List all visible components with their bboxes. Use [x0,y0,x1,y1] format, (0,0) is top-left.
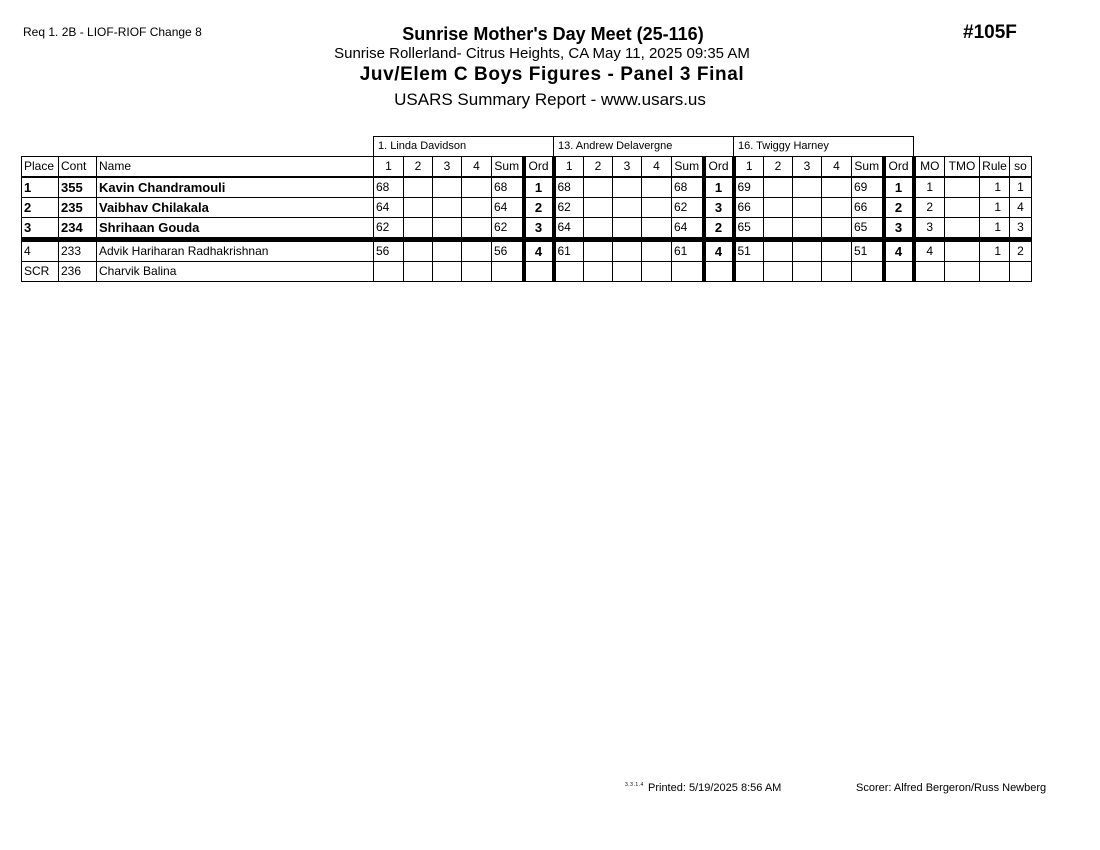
col-j1-2: 2 [404,157,433,178]
j3-score-3 [793,198,822,218]
majority-ordinal: 3 [914,218,945,240]
skater-name: Vaibhav Chilakala [97,198,374,218]
total-majority-ordinal [945,218,980,240]
j2-score-1: 61 [554,240,584,262]
j2-score-3 [613,240,642,262]
col-j2-sum: Sum [672,157,704,178]
report-title: USARS Summary Report - www.usars.us [394,90,706,109]
j1-score-3 [433,198,462,218]
j2-score-1: 68 [554,177,584,198]
table-row [22,262,1032,282]
footer-version-code: 3.3.1.4 [625,782,644,788]
j2-score-1: 64 [554,218,584,240]
rule: 1 [980,240,1010,262]
table-row [22,218,1032,240]
venue-line: Sunrise Rollerland- Citrus Heights, CA May 11, 2025 09:35 AM [334,45,750,62]
col-j3-ord: Ord [884,157,914,178]
j1-score-1: 64 [374,198,404,218]
j1-score-2 [404,177,433,198]
j2-score-3 [613,198,642,218]
majority-ordinal: 2 [914,198,945,218]
j3-score-3 [793,218,822,240]
j3-score-4 [822,198,852,218]
j1-sum [492,262,524,282]
col-j2-2: 2 [584,157,613,178]
j1-score-3 [433,177,462,198]
total-majority-ordinal [945,262,980,282]
j2-score-4 [642,218,672,240]
majority-ordinal: 4 [914,240,945,262]
total-majority-ordinal [945,177,980,198]
col-j2-4: 4 [642,157,672,178]
col-so: so [1010,157,1032,178]
j1-score-1: 56 [374,240,404,262]
col-j1-1: 1 [374,157,404,178]
j3-ordinal [884,262,914,282]
j1-ordinal [524,262,554,282]
skater-name: Advik Hariharan Radhakrishnan [97,240,374,262]
request-line: Req 1. 2B - LIOF-RIOF Change 8 [23,25,202,39]
total-majority-ordinal [945,240,980,262]
j3-score-4 [822,177,852,198]
col-mo: MO [914,157,945,178]
j2-score-3 [613,262,642,282]
majority-ordinal: 1 [914,177,945,198]
j3-score-4 [822,218,852,240]
rule: 1 [980,198,1010,218]
contestant-number: 233 [59,240,97,262]
j2-ordinal [704,262,734,282]
j3-score-3 [793,240,822,262]
j3-score-2 [764,262,793,282]
j3-score-1: 65 [734,218,764,240]
j2-sum: 61 [672,240,704,262]
j2-score-2 [584,262,613,282]
col-j2-3: 3 [613,157,642,178]
so [1010,262,1032,282]
j3-ordinal: 4 [884,240,914,262]
total-majority-ordinal [945,198,980,218]
majority-ordinal [914,262,945,282]
j2-score-2 [584,198,613,218]
j2-score-4 [642,262,672,282]
event-number: #105F [963,22,1017,43]
contestant-number: 236 [59,262,97,282]
col-j1-3: 3 [433,157,462,178]
rule: 1 [980,177,1010,198]
j2-score-4 [642,177,672,198]
printed-timestamp: Printed: 5/19/2025 8:56 AM [648,782,782,794]
j2-ordinal: 2 [704,218,734,240]
meet-title: Sunrise Mother's Day Meet (25-116) [402,24,704,44]
j3-score-2 [764,177,793,198]
place: 3 [22,218,59,240]
j3-ordinal: 2 [884,198,914,218]
col-j1-sum: Sum [492,157,524,178]
skater-name: Shrihaan Gouda [97,218,374,240]
col-tmo: TMO [945,157,980,178]
so: 1 [1010,177,1032,198]
j2-sum: 68 [672,177,704,198]
j3-score-1: 51 [734,240,764,262]
j1-sum: 64 [492,198,524,218]
j3-sum: 51 [852,240,884,262]
place: 2 [22,198,59,218]
j3-score-3 [793,262,822,282]
j1-score-4 [462,177,492,198]
j3-ordinal: 3 [884,218,914,240]
j2-ordinal: 3 [704,198,734,218]
j3-ordinal: 1 [884,177,914,198]
j1-ordinal: 4 [524,240,554,262]
j2-sum [672,262,704,282]
j1-sum: 56 [492,240,524,262]
judge-1-name: 1. Linda Davidson [374,137,554,157]
j3-score-3 [793,177,822,198]
col-j3-3: 3 [793,157,822,178]
col-name: Name [97,157,374,178]
j2-score-1 [554,262,584,282]
so: 4 [1010,198,1032,218]
judges-header-row [22,137,1032,157]
j3-sum: 66 [852,198,884,218]
so: 3 [1010,218,1032,240]
j2-sum: 64 [672,218,704,240]
col-j3-2: 2 [764,157,793,178]
results-table [21,136,1032,282]
j1-score-2 [404,218,433,240]
j2-ordinal: 1 [704,177,734,198]
col-j3-4: 4 [822,157,852,178]
j3-score-2 [764,198,793,218]
contestant-number: 355 [59,177,97,198]
rule [980,262,1010,282]
skater-name: Charvik Balina [97,262,374,282]
table-row [22,240,1032,262]
j2-score-2 [584,218,613,240]
j1-score-1: 68 [374,177,404,198]
col-rule: Rule [980,157,1010,178]
table-row [22,198,1032,218]
blank-cell [914,137,1032,157]
j1-score-4 [462,198,492,218]
j2-score-4 [642,240,672,262]
j3-score-2 [764,240,793,262]
j1-sum: 68 [492,177,524,198]
so: 2 [1010,240,1032,262]
judge-2-name: 13. Andrew Delavergne [554,137,734,157]
j3-sum [852,262,884,282]
col-place: Place [22,157,59,178]
j1-score-2 [404,262,433,282]
j1-sum: 62 [492,218,524,240]
j2-score-2 [584,240,613,262]
j3-score-1: 66 [734,198,764,218]
j2-ordinal: 4 [704,240,734,262]
j3-score-1: 69 [734,177,764,198]
j2-score-4 [642,198,672,218]
j1-score-3 [433,240,462,262]
place: 1 [22,177,59,198]
j2-score-1: 62 [554,198,584,218]
col-j1-ord: Ord [524,157,554,178]
j1-ordinal: 3 [524,218,554,240]
col-j2-ord: Ord [704,157,734,178]
j1-score-1: 62 [374,218,404,240]
col-j3-sum: Sum [852,157,884,178]
place: 4 [22,240,59,262]
j1-score-3 [433,218,462,240]
j1-score-1 [374,262,404,282]
j3-score-4 [822,240,852,262]
place: SCR [22,262,59,282]
col-j3-1: 1 [734,157,764,178]
j2-score-3 [613,177,642,198]
j3-sum: 69 [852,177,884,198]
j1-score-4 [462,240,492,262]
scorer-names: Scorer: Alfred Bergeron/Russ Newberg [856,782,1047,794]
column-header-row [22,157,1032,178]
j1-ordinal: 1 [524,177,554,198]
contestant-number: 235 [59,198,97,218]
j2-score-2 [584,177,613,198]
blank-cell [22,137,374,157]
j1-ordinal: 2 [524,198,554,218]
j2-score-3 [613,218,642,240]
contestant-number: 234 [59,218,97,240]
j3-score-1 [734,262,764,282]
skater-name: Kavin Chandramouli [97,177,374,198]
table-row [22,177,1032,198]
j3-score-4 [822,262,852,282]
col-cont: Cont [59,157,97,178]
j1-score-2 [404,240,433,262]
j1-score-3 [433,262,462,282]
j1-score-4 [462,262,492,282]
col-j1-4: 4 [462,157,492,178]
j3-score-2 [764,218,793,240]
event-title: Juv/Elem C Boys Figures - Panel 3 Final [359,64,745,85]
j1-score-2 [404,198,433,218]
j1-score-4 [462,218,492,240]
j3-sum: 65 [852,218,884,240]
col-j2-1: 1 [554,157,584,178]
rule: 1 [980,218,1010,240]
j2-sum: 62 [672,198,704,218]
judge-3-name: 16. Twiggy Harney [734,137,914,157]
